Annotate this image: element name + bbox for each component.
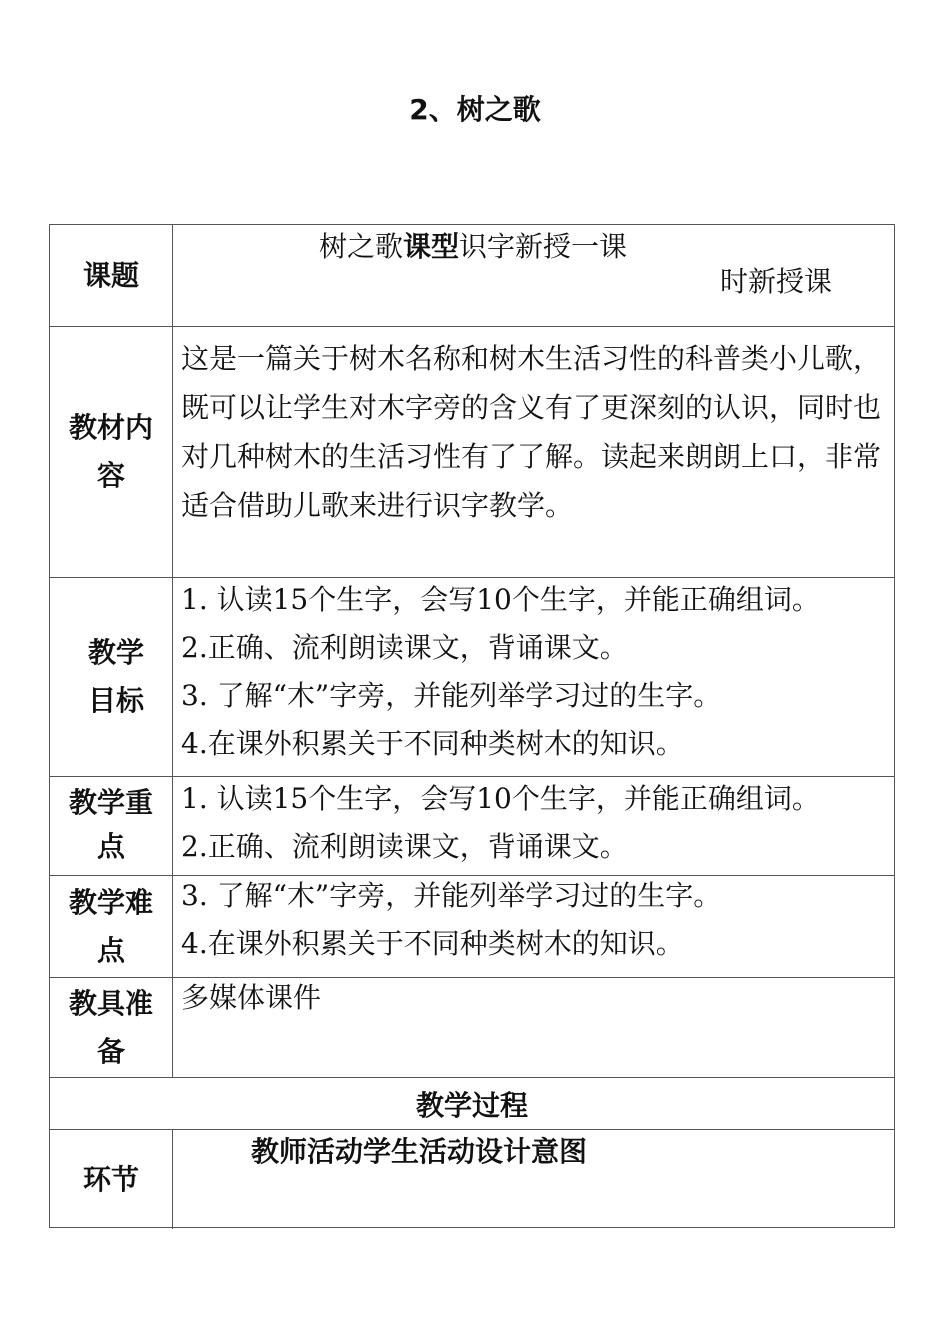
content-cell — [173, 327, 894, 577]
topic-type-value: 识字新授一课 — [459, 230, 628, 263]
key-point-item: 2.正确、流利朗读课文，背诵课文。 — [181, 830, 628, 863]
goal-item: 3. 了解“木”字旁，并能列举学习过的生字。 — [181, 679, 722, 712]
row-label-difficulties: 教学难点 — [50, 876, 173, 977]
row-goals — [50, 578, 894, 776]
row-label-content: 教材内容 — [50, 327, 173, 577]
row-label-goals: 教学目标 — [50, 578, 173, 776]
row-label-key-points: 教学重点 — [50, 777, 173, 875]
row-label-materials: 教具准备 — [50, 978, 173, 1077]
goals-cell — [173, 578, 894, 776]
process-heading: 教学过程 — [415, 1088, 528, 1122]
topic-hours: 时新授课 — [720, 265, 833, 298]
topic-name: 树之歌 — [319, 230, 404, 263]
topic-cell — [173, 225, 894, 326]
difficulty-item: 3. 了解“木”字旁，并能列举学习过的生字。 — [181, 879, 722, 912]
row-header — [50, 1130, 894, 1229]
row-difficulties — [50, 876, 894, 978]
topic-type-label: 课型 — [403, 230, 460, 263]
key-point-item: 1. 认读15个生字，会写10个生字，并能正确组词。 — [181, 782, 820, 815]
difficulty-item: 4.在课外积累关于不同种类树木的知识。 — [181, 927, 684, 960]
row-topic — [50, 225, 894, 327]
row-materials — [50, 978, 894, 1078]
header-columns-cell — [173, 1130, 894, 1229]
page-title: 2、树之歌 — [409, 93, 541, 126]
goal-item: 4.在课外积累关于不同种类树木的知识。 — [181, 727, 684, 760]
goal-item: 1. 认读15个生字，会写10个生字，并能正确组词。 — [181, 583, 820, 616]
difficulties-cell — [173, 876, 894, 977]
topic-line — [319, 229, 627, 265]
row-process — [50, 1078, 894, 1130]
row-content — [50, 327, 894, 578]
goal-item: 2.正确、流利朗读课文，背诵课文。 — [181, 631, 628, 664]
materials-text: 多媒体课件 — [181, 981, 322, 1014]
header-columns: 教师活动学生活动设计意图 — [251, 1135, 588, 1168]
row-label-topic: 课题 — [50, 225, 173, 326]
lesson-plan-table — [49, 224, 895, 1228]
row-label-stage: 环节 — [50, 1130, 173, 1229]
row-key-points — [50, 776, 894, 876]
key-points-cell — [173, 777, 894, 875]
content-text: 这是一篇关于树木名称和树木生活习性的科普类小儿歌，既可以让学生对木字旁的含义有了更深刻的认识，同时也对几种树木的生活习性有了了解。读起来朗朗上口，非常适合借助儿歌来进行识字教学。 — [181, 342, 882, 522]
materials-cell — [173, 978, 894, 1077]
